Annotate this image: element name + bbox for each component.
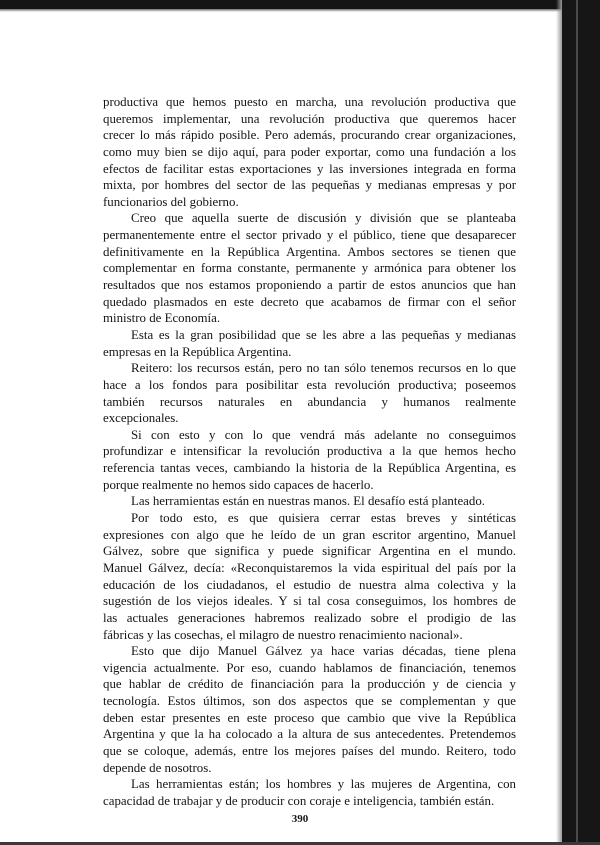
text-line: Manuel Gálvez, decía: «Reconquistaremos la vida espiritual del país por la [103,560,516,575]
text-line: como muy bien se dijo aquí, para poder exportar, como una fundación a los [103,144,516,159]
text-line: educación de los ciudadanos, el estudio de nuestra alma colectiva y la [103,577,516,592]
text-line: depende de nosotros. [103,760,212,775]
text-line: también recursos naturales en abundancia y humanos realmente [103,394,516,409]
text-line: complementar en forma constante, permanente y armónica para obtener los [103,261,516,276]
text-line: Argentina y que la ha colocado a la altura de sus antecedentes. Pretendemos [103,727,516,742]
text-line: capacidad de trabajar y de producir con coraje e inteligencia, también están. [103,793,495,808]
text-line: Esto que dijo Manuel Gálvez ya hace varias décadas, tiene plena [131,644,516,659]
scan-right-edge [562,0,600,845]
text-line: que se coloque, además, entre los mejores países del mundo. Reitero, todo [103,743,516,758]
text-line: expresiones con algo que he leído de un gran escritor argentino, Manuel [103,527,516,542]
text-line: mixta, por hombres del sector de las pequeñas y medianas empresas y por [103,178,516,193]
text-line: Reitero: los recursos están, pero no tan sólo tenemos recursos en lo que [131,361,516,376]
body-text [103,94,516,810]
text-line: referencia tantas veces, cambiando la historia de la República Argentina, es [103,461,516,476]
text-line: Creo que aquella suerte de discusión y división que se planteaba [131,211,516,226]
text-line: Por todo esto, es que quisiera cerrar estas breves y sintéticas [131,511,516,526]
scan-top-edge [0,0,600,9]
text-line: sugestión de los viejos ideales. Y si tal cosa conseguimos, los hombres de [103,594,516,609]
text-line: efectos de facilitar estas exportaciones y las inversiones integrada en forma [103,161,516,176]
text-line: fábricas y las cosechas, el milagro de nuestro renacimiento nacional». [103,627,463,642]
text-line: productiva que hemos puesto en marcha, una revolución productiva que [103,95,516,109]
text-line: Esta es la gran posibilidad que se les abre a las pequeñas y medianas [131,327,516,342]
text-line: que hablar de crédito de financiación para la producción y de ciencia y [103,677,516,692]
text-line: profundizar e intensificar la revolución productiva a la que hemos hecho [103,444,516,459]
text-line: excepcionales. [103,411,179,426]
text-line: permanentemente entre el sector privado y el público, tiene que desaparecer [103,228,516,243]
text-line: ministro de Economía. [103,311,221,326]
text-line: vigencia actualmente. Por eso, cuando hablamos de financiación, tenemos [103,660,516,675]
text-line: deben estar presentes en este proceso que cambio que vive la República [103,710,516,725]
text-line: definitivamente en la República Argentina. Ambos sectores se tienen que [103,244,516,259]
text-line: resultados que nos estamos proponiendo a partir de estos anuncios que han [103,278,516,293]
text-line: queremos implementar, una revolución productiva que queremos hacer [103,111,516,126]
text-line: crecer lo más rápido posible. Pero además, procurando crear organizaciones, [103,128,516,143]
page-number: 390 [291,813,309,825]
text-line: funcionarios del gobierno. [103,194,239,209]
text-line: Si con esto y con lo que vendrá más adelante no conseguimos [131,427,516,442]
text-line: porque realmente no hemos sido capaces de hacerlo. [103,477,374,492]
text-line: Las herramientas están en nuestras manos. El desafío está planteado. [131,494,486,509]
text-line: hace a los fondos para posibilitar esta revolución productiva; poseemos [103,377,516,392]
text-line: Gálvez, sobre que significa y puede significar Argentina en el mundo. [103,544,516,559]
text-line: tecnología. Estos últimos, son dos aspectos que se complementan y que [103,694,516,709]
text-line: quedado plasmados en este decreto que acabamos de firmar con el señor [103,294,516,309]
text-line: empresas en la República Argentina. [103,344,292,359]
text-line: Las herramientas están; los hombres y las mujeres de Argentina, con [131,777,516,792]
text-line: las actuales generaciones habremos realizado sobre el prodigio de las [103,610,516,625]
